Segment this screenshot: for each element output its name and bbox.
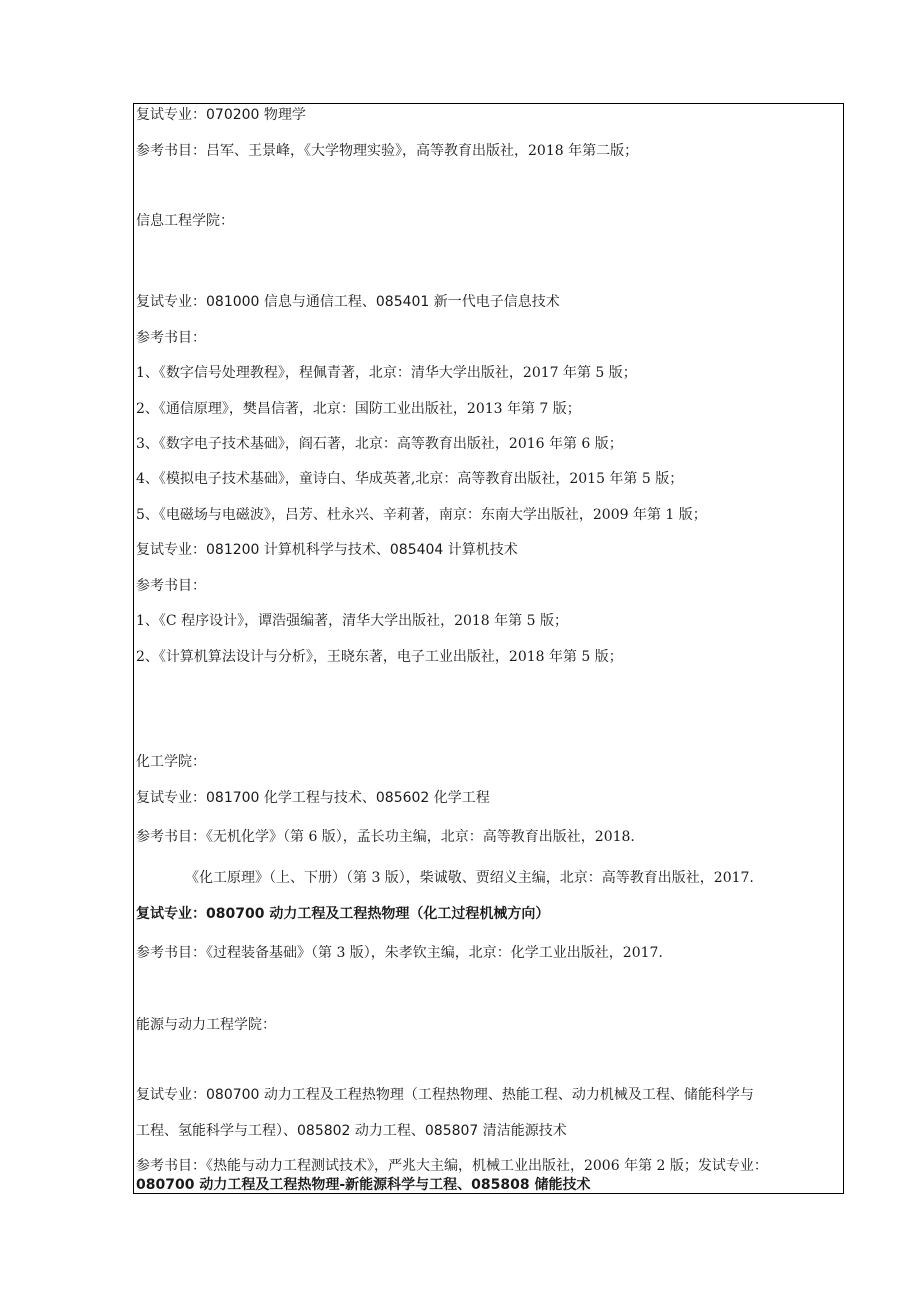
info-eng-book-5: 5、《电磁场与电磁波》，吕芳、杜永兴、辛莉著，南京：东南大学出版社，2009 年第 1 版； [136, 507, 707, 523]
info-eng-book-4: 4、《模拟电子技术基础》，童诗白、华成英著,北京：高等教育出版社，2015 年第 5 版； [136, 471, 684, 487]
physics-reference: 参考书目：吕军、王景峰，《大学物理实验》，高等教育出版社，2018 年第二版； [136, 143, 639, 159]
chem-reference-1: 参考书目：《无机化学》（第 6 版），孟长功主编，北京：高等教育出版社，2018. [136, 829, 635, 845]
physics-major-value: 070200 物理学 [206, 107, 306, 123]
chem-major1 [136, 789, 490, 807]
chem-reference-2: 《化工原理》（上、下册）（第 3 版），柴诚敬、贾绍义主编，北京：高等教育出版社，2017. [185, 870, 754, 886]
info-eng-ref-label: 参考书目： [136, 330, 206, 346]
chem-major1-value: 081700 化学工程与技术、085602 化学工程 [206, 790, 490, 806]
info-eng-book2-1: 1、《C 程序设计》，谭浩强编著，清华大学出版社，2018 年第 5 版； [136, 613, 568, 629]
physics-major [136, 106, 306, 124]
info-eng-major2 [136, 541, 518, 559]
energy-major [136, 1086, 754, 1104]
energy-title: 能源与动力工程学院： [136, 1017, 276, 1033]
energy-reference: 参考书目：《热能与动力工程测试技术》，严兆大主编，机械工业出版社，2006 年第 2 版；发试专业： [136, 1158, 768, 1174]
info-eng-book2-2: 2、《计算机算法设计与分析》，王晓东著，电子工业出版社，2018 年第 5 版； [136, 649, 623, 665]
info-eng-book-3: 3、《数字电子技术基础》，阎石著，北京：高等教育出版社，2016 年第 6 版； [136, 436, 623, 452]
chem-reference-3: 参考书目：《过程装备基础》（第 3 版），朱孝钦主编，北京：化学工业出版社，2017. [136, 945, 663, 961]
info-eng-book-1: 1、《数字信号处理教程》，程佩青著，北京：清华大学出版社，2017 年第 5 版； [136, 365, 637, 381]
info-eng-major1-value: 081000 信息与通信工程、085401 新一代电子信息技术 [206, 294, 560, 310]
physics-major-label: 复试专业： [136, 107, 206, 123]
info-eng-major2-label: 复试专业： [136, 542, 206, 558]
chem-major2: 复试专业：080700 动力工程及工程热物理（化工过程机械方向） [136, 906, 550, 922]
chem-major1-label: 复试专业： [136, 790, 206, 806]
info-eng-major2-value: 081200 计算机科学与技术、085404 计算机技术 [206, 542, 518, 558]
info-eng-book-2: 2、《通信原理》，樊昌信著，北京：国防工业出版社，2013 年第 7 版； [136, 401, 581, 417]
energy-major-value-line1: 080700 动力工程及工程热物理（工程热物理、热能工程、动力机械及工程、储能科学与 [206, 1087, 754, 1103]
info-eng-major1-label: 复试专业： [136, 294, 206, 310]
chem-title: 化工学院： [136, 754, 206, 770]
info-eng-ref2-label: 参考书目： [136, 578, 206, 594]
info-eng-title: 信息工程学院： [136, 213, 234, 229]
info-eng-major1 [136, 293, 560, 311]
energy-last-major: 080700 动力工程及工程热物理-新能源科学与工程、085808 储能技术 [136, 1177, 591, 1193]
energy-major-label: 复试专业： [136, 1087, 206, 1103]
energy-major-value-line2: 工程、氢能科学与工程）、085802 动力工程、085807 清洁能源技术 [136, 1123, 567, 1139]
